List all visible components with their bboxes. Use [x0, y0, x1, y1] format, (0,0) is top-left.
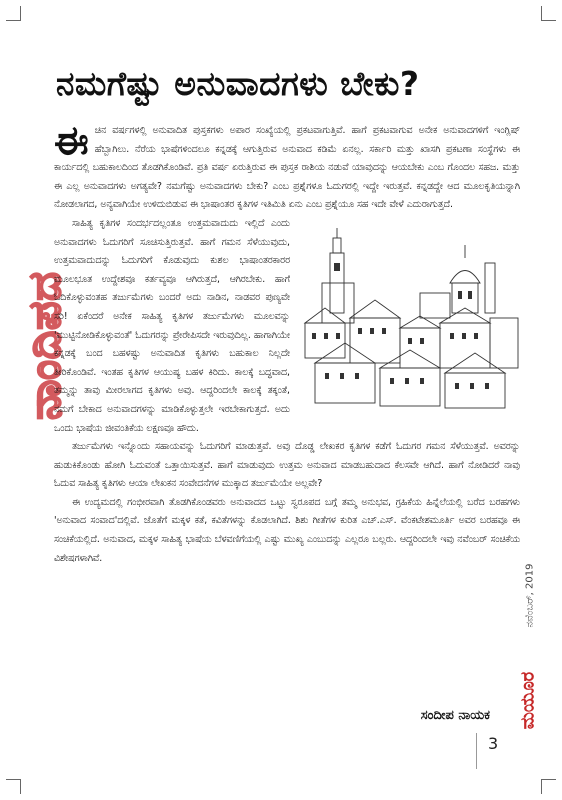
- paragraph-1-text: ಚಿನ ವರ್ಷಗಳಲ್ಲಿ ಅನುವಾದಿತ ಪುಸ್ತಕಗಳು ಅಪಾರ ಸಂಖ್ಯೆಯಲ್ಲಿ ಪ್ರಕಟವಾಗುತ್ತಿವೆ. ಹಾಗೆ ಪ್ರಕಟವಾಗುವ ಅನೇಕ ಅನುವಾದಗಳಿಗೆ ಇಂಗ್ಲಿಷ್ ಹೆಬ್ಬಾಗಿಲು. ನೆರೆಯ ಭಾಷೆಗಳಿಂದಲೂ ಕನ್ನಡಕ್ಕೆ ಆಗುತ್ತಿರುವ ಅನುವಾದ ಕಡಿಮೆ ಏನಲ್ಲ. ಸರ್ಕಾರಿ ಮತ್ತು ಖಾಸಗಿ ಪ್ರಕಟಣಾ ಸಂಸ್ಥೆಗಳು ಈ ಕಾರ್ಯದಲ್ಲಿ ಬಹುಕಾಲದಿಂದ ತೊಡಗಿಕೊಂಡಿವೆ. ಪ್ರತಿ ವರ್ಷ ಏರುತ್ತಿರುವ ಈ ಪುಸ್ತಕ ರಾಶಿಯ ನಡುವೆ ಯಾವುದನ್ನು ಆಯಬೇಕು ಎಂಬ ಗೊಂದಲ ಸಹಜ. ಮತ್ತು ಈ ಎಲ್ಲ ಅನುವಾದಗಳು ಅಗತ್ಯವೇ? ನಮಗೆಷ್ಟು ಅನುವಾದಗಳು ಬೇಕು? ಎಂಬ ಪ್ರಶ್ನೆಗಳೂ ಓದುಗರಲ್ಲಿ ಇದ್ದೇ ಇರುತ್ತವೆ. ಕನ್ನಡದ್ದೇ ಆದ ಮೂಲಕೃತಿಯನ್ನಾಗಿ ನೋಡಲಾಗದ, ಅನ್ಯವಾಗಿಯೇ ಉಳಿದುಬಿಡುವ ಈ ಭಾಷಾಂತರ ಕೃತಿಗಳ ಇತಿಮಿತಿ ಏನು ಎಂಬ ಪ್ರಶ್ನೆಯೂ ಸಹ ಇದೇ ವೇಳೆ ಎದುರಾಗುತ್ತದೆ.: [54, 125, 520, 211]
- crop-mark-bottom-right: [541, 779, 556, 794]
- article-title: ನಮಗೆಷ್ಟು ಅನುವಾದಗಳು ಬೇಕು?: [56, 64, 420, 103]
- city-sketch-illustration: [300, 223, 520, 413]
- crop-mark-top-left: [6, 6, 21, 21]
- section-label: ನಾಂದಿಪದ: [19, 271, 71, 420]
- crop-mark-top-right: [541, 6, 556, 21]
- crop-mark-bottom-left: [6, 779, 21, 794]
- page-number-divider: [476, 733, 477, 769]
- paragraph-1: [54, 118, 520, 215]
- paragraph-4: ಈ ಉದ್ಯಮದಲ್ಲಿ ಗಂಭೀರವಾಗಿ ತೊಡಗಿಕೊಂಡವರು ಅನುವಾದದ ಒಟ್ಟು ಸ್ವರೂಪದ ಬಗ್ಗೆ ತಮ್ಮ ಅನುಭವ, ಗ್ರಹಿಕೆಯ ಹಿನ್ನೆಲೆಯಲ್ಲಿ ಬರೆದ ಬರಹಗಳು 'ಅನುವಾದ ಸಂವಾದ'ದಲ್ಲಿವೆ. ಜೊತೆಗೆ ಮಕ್ಕಳ ಕತೆ, ಕವಿತೆಗಳನ್ನು ಕೊಡಲಾಗಿದೆ. ಶಿಶು ಗೀತೆಗಳ ಕುರಿತ ಎಚ್.ಎಸ್. ವೆಂಕಟೇಶಮೂರ್ತಿ ಅವರ ಬರಹವೂ ಈ ಸಂಚಿಕೆಯಲ್ಲಿದೆ. ಅನುವಾದ, ಮಕ್ಕಳ ಸಾಹಿತ್ಯ ಭಾಷೆಯ ಬೆಳವಣಿಗೆಯಲ್ಲಿ ಎಷ್ಟು ಮುಖ್ಯ ಎಂಬುದನ್ನು ಎಲ್ಲರೂ ಬಲ್ಲರು. ಆದ್ದರಿಂದಲೇ ಇವು ನವೆಂಬರ್ ಸಂಚಿಕೆಯ ವಿಶೇಷಗಳಾಗಿವೆ.: [54, 496, 520, 564]
- paragraph-2-text: ಸಾಹಿತ್ಯ ಕೃತಿಗಳ ಸಂದರ್ಭದಲ್ಲಂತೂ ಉತ್ತಮವಾದುದು ಇಲ್ಲಿದೆ ಎಂದು ಅನುವಾದಗಳು ಓದುಗರಿಗೆ ಸೂಚಿಸುತ್ತಿರುತ್ತವೆ. ಹಾಗೆ ಗಮನ ಸೆಳೆಯುವುದು, ಉತ್ತಮವಾದುದನ್ನು ಓದುಗರಿಗೆ ಕೊಡುವುದು ಕುಶಲ ಭಾಷಾಂತರಕಾರರ ಮೂಲಭೂತ ಉದ್ದೇಶವೂ ಕರ್ತವ್ಯವೂ ಆಗಿರುತ್ತದೆ, ಆಗಿರಬೇಕು. ಹಾಗೆ ಓದಿಕೊಳ್ಳುವಂತಹ ತರ್ಜುಮೆಗಳು ಬಂದರೆ ಅದು ನಾಡಿನ, ನಾಡವರ ಪುಣ್ಯವೇ ಸರಿ! ಏಕೆಂದರೆ ಅನೇಕ ಸಾಹಿತ್ಯ ಕೃತಿಗಳ ತರ್ಜುಮೆಗಳು ಮೂಲವನ್ನು 'ಮುಟ್ಟಿನೋಡಿಕೊಳ್ಳುವಂತೆ' ಓದುಗರನ್ನು ಪ್ರೇರೇಪಿಸದೇ ಇರುವುದಿಲ್ಲ. ಹಾಗಾಗಿಯೇ ಕನ್ನಡಕ್ಕೆ ಬಂದ ಬಹಳಷ್ಟು ಅನುವಾದಿತ ಕೃತಿಗಳು ಬಹುಕಾಲ ನಿಲ್ಲದೇ ತೀರಿಕೊಂಡಿವೆ. ಇಂತಹ ಕೃತಿಗಳ ಆಯುಷ್ಯ ಬಹಳ ಕಿರಿದು. ಕಾಲಕ್ಕೆ ಬದ್ಧವಾದ, ತಮ್ಮನ್ನು ತಾವು ಮೀರಲಾಗದ ಕೃತಿಗಳು ಅವು. ಆದ್ದರಿಂದಲೇ ಕಾಲಕ್ಕೆ ತಕ್ಕಂತೆ, ನಮಗೆ ಬೇಕಾದ ಅನುವಾದಗಳನ್ನು ಮಾಡಿಕೊಳ್ಳುತ್ತಲೇ ಇರಬೇಕಾಗುತ್ತದೆ. ಅದು ಒಂದು ಭಾಷೆಯ ಜೀವಂತಿಕೆಯ ಲಕ್ಷಣವೂ ಹೌದು.: [54, 217, 290, 434]
- author-signature: ಸಂದೀಪ ನಾಯಕ: [420, 708, 490, 723]
- page-number: 3: [488, 734, 499, 753]
- paragraph-3: ತರ್ಜುಮೆಗಳು ಇನ್ನೊಂದು ಸಹಾಯವನ್ನು ಓದುಗರಿಗೆ ಮಾಡುತ್ತವೆ. ಅವು ದೊಡ್ಡ ಲೇಖಕರ ಕೃತಿಗಳ ಕಡೆಗೆ ಓದುಗರ ಗಮನ ಸೆಳೆಯುತ್ತವೆ. ಅವರನ್ನು ಹುಡುಕಿಕೊಂಡು ಹೋಗಿ ಓದುವಂತೆ ಒತ್ತಾಯಿಸುತ್ತವೆ. ಹಾಗೆ ಮಾಡುವುದು ಉತ್ತಮ ಅನುವಾದ ಮಾಡಬಹುದಾದ ಕೆಲಸವೇ ಆಗಿದೆ. ಹಾಗೆ ನೋಡಿದರೆ ನಾವು ಓದುವ ಸಾಹಿತ್ಯ ಕೃತಿಗಳು ಆಯಾ ಲೇಖಕನ ಸಂವೇದನೆಗಳ ಮುಕ್ಕಾದ ತರ್ಜುಮೆಯೇ ಅಲ್ಲವೇ?: [54, 441, 520, 490]
- paragraph-2: [54, 215, 520, 438]
- article-body: [54, 118, 520, 568]
- magazine-name: ಮಯೂರ: [517, 671, 539, 730]
- drop-cap: ಈ: [54, 118, 89, 164]
- issue-date: ನವೆಂಬರ್, 2019: [524, 563, 536, 628]
